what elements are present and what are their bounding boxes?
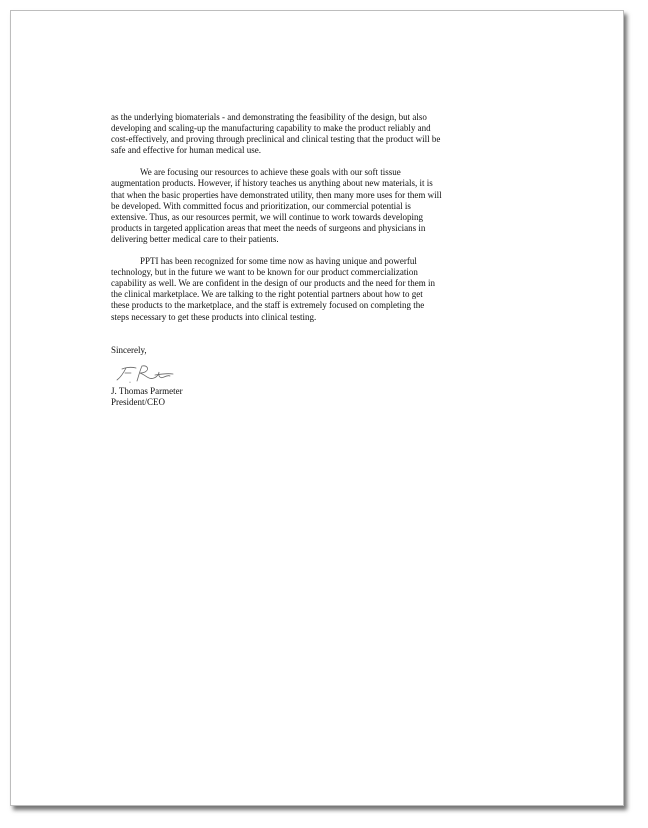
paragraph-line: that when the basic properties have demonstrated utility, then many more uses for them will	[111, 189, 442, 200]
paragraph-line: technology, but in the future we want to be known for our product commercialization	[111, 267, 418, 278]
closing-salutation: Sincerely,	[111, 344, 147, 355]
closing-block	[111, 334, 553, 408]
paragraph-line: extensive. Thus, as our resources permit, we will continue to work towards developing	[111, 211, 424, 222]
paragraph-line: products in targeted application areas that meet the needs of surgeons and physicians in	[111, 222, 426, 233]
signer-title: President/CEO	[111, 396, 165, 407]
letter-page	[10, 10, 624, 806]
paragraph-line: safe and effective for human medical use.	[111, 145, 262, 156]
paragraph-line: augmentation products. However, if history teaches us anything about new materials, it is	[111, 178, 433, 189]
paragraph-2	[111, 167, 553, 245]
paragraph-line: delivering better medical care to their patients.	[111, 233, 279, 244]
handwritten-signature	[113, 360, 177, 386]
paragraph-line: cost-effectively, and proving through preclinical and clinical testing that the product will be	[111, 134, 441, 145]
letter-body	[111, 112, 553, 408]
paragraph-line: these products to the marketplace, and the staff is extremely focused on completing the	[111, 300, 425, 311]
paragraph-1	[111, 112, 553, 156]
paragraph-line: the clinical marketplace. We are talking to the right potential partners about how to get	[111, 289, 423, 300]
paragraph-line: capability as well. We are confident in the design of our products and the need for them in	[111, 278, 436, 289]
paragraph-line: PPTI has been recognized for some time now as having unique and powerful	[140, 256, 417, 267]
paragraph-3	[111, 256, 553, 323]
paragraph-line: developing and scaling-up the manufacturing capability to make the product reliably and	[111, 123, 431, 134]
paragraph-line: We are focusing our resources to achieve these goals with our soft tissue	[140, 167, 401, 178]
paragraph-line: steps necessary to get these products into clinical testing.	[111, 311, 317, 322]
signer-name: J. Thomas Parmeter	[111, 385, 183, 396]
paragraph-line: be developed. With committed focus and prioritization, our commercial potential is	[111, 200, 411, 211]
paragraph-line: as the underlying biomaterials - and demonstrating the feasibility of the design, but also	[111, 112, 427, 122]
